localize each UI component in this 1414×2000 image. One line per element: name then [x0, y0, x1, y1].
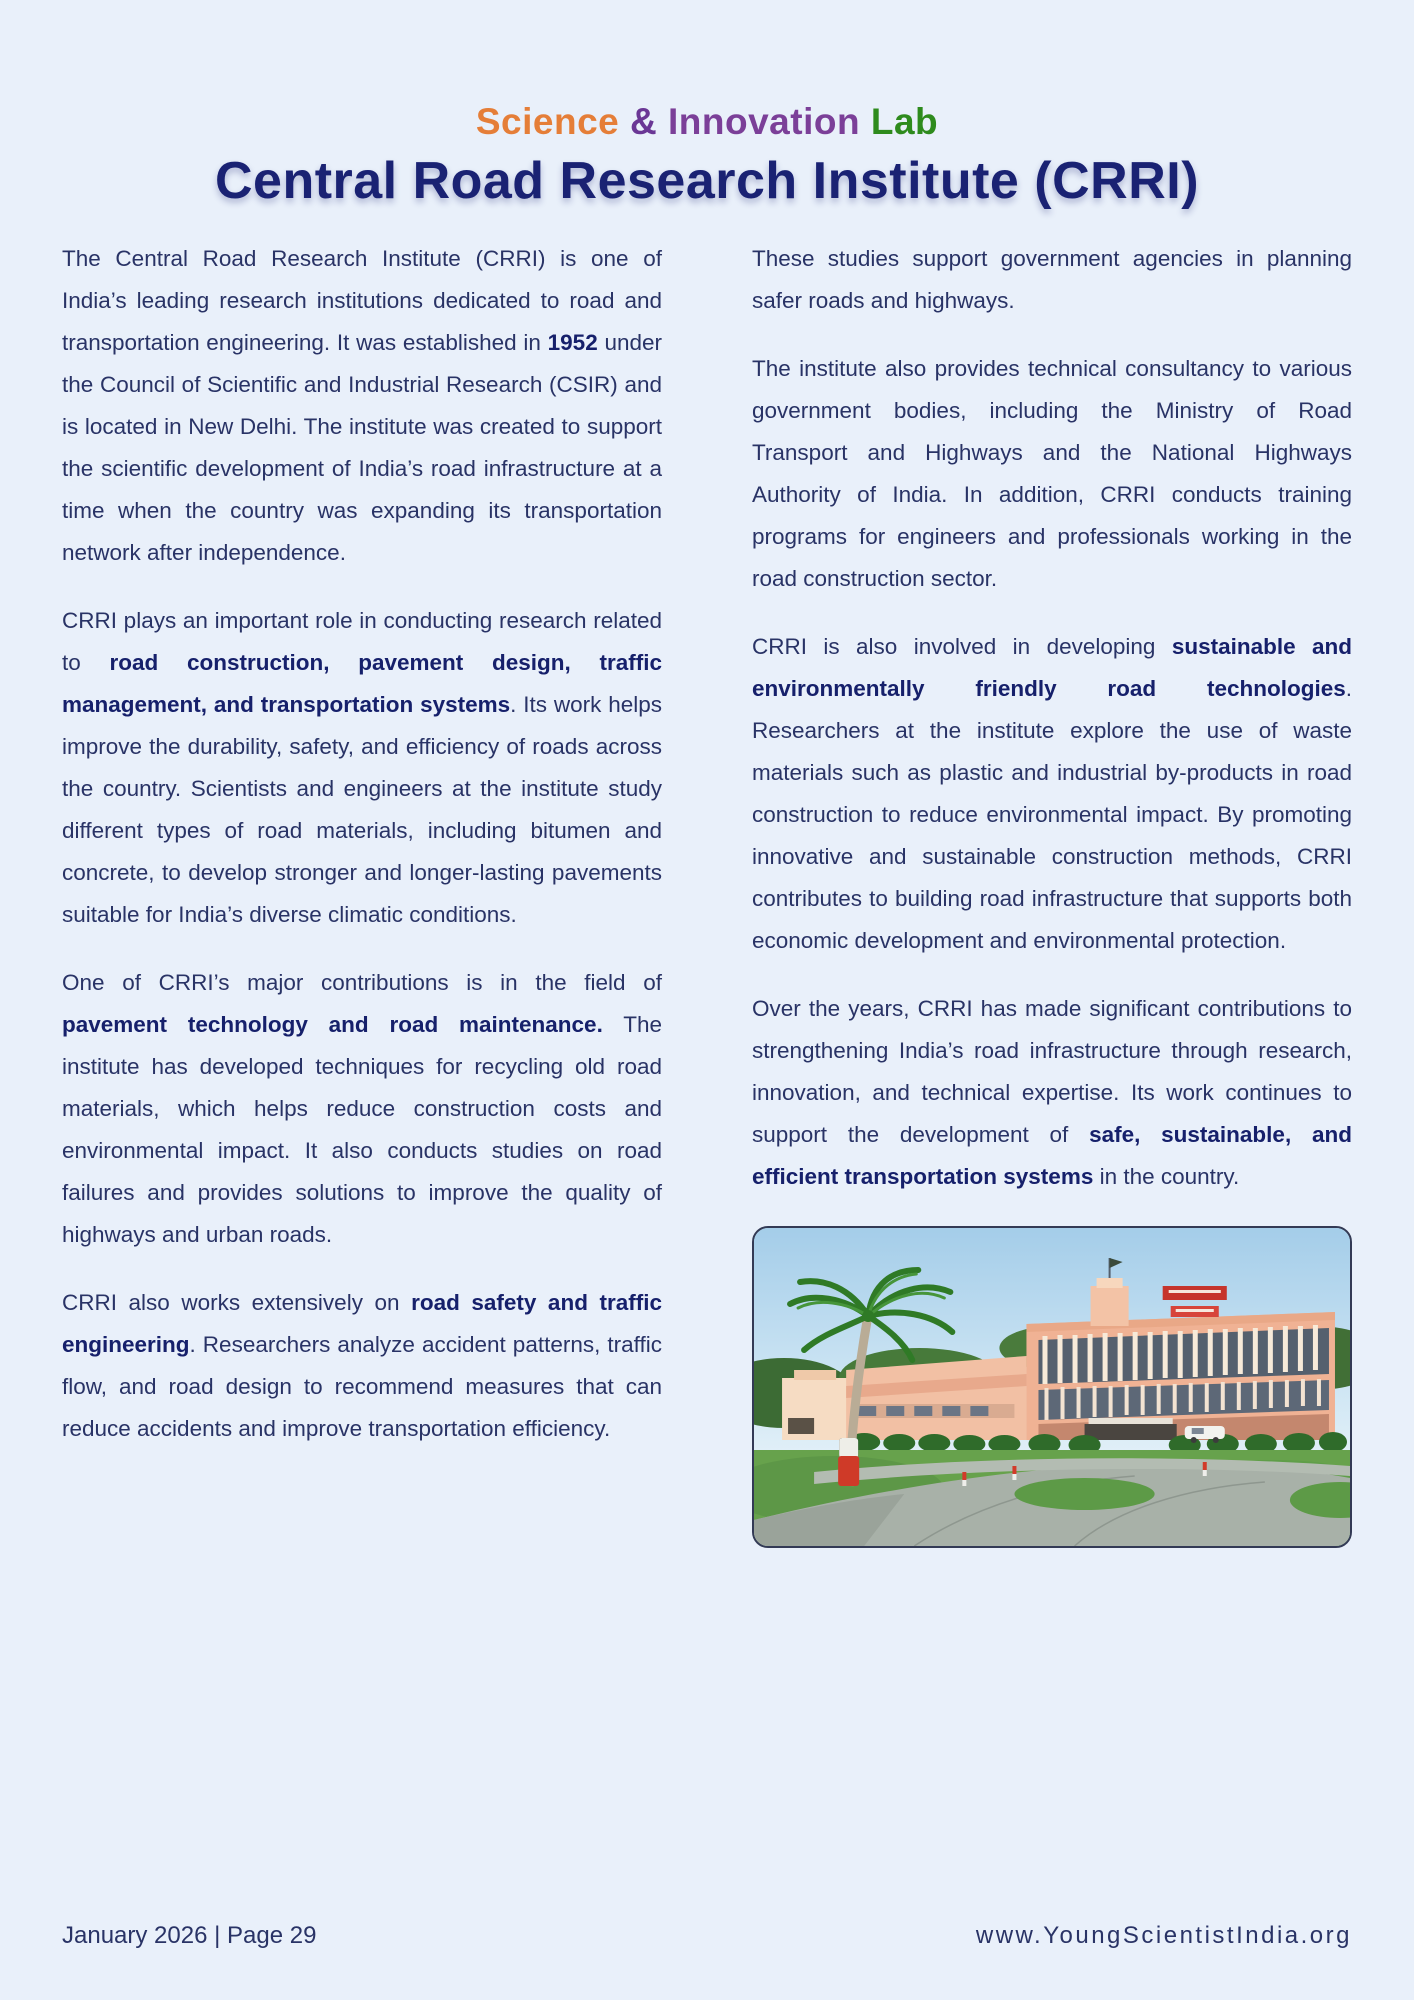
paragraph: CRRI plays an important role in conducting research related to road construction, pavement design, traffic management, and transportation systems. Its work helps improve the durability, safety, and efficiency of roads across the country. Scientists and engineers at the institute study different types of road materials, including bitumen and concrete, to develop stronger and longer-lasting pavements suitable for India’s diverse climatic conditions. — [62, 608, 662, 928]
right-column — [752, 238, 1352, 1548]
page-title: Central Road Research Institute (CRRI) — [214, 152, 1200, 211]
crri-campus-building-photo — [752, 1226, 1352, 1548]
paragraph: CRRI also works extensively on road safety and traffic engineering. Researchers analyze accident patterns, traffic flow, and road design to recommend measures that can reduce accidents and improve transportation efficiency. — [62, 1290, 662, 1442]
subtitle-segment: Lab — [870, 101, 939, 142]
page-header — [62, 100, 1352, 212]
subtitle-segment: Innovation — [668, 101, 871, 142]
footer-website: www.YoungScientistIndia.org — [975, 1922, 1352, 1949]
paragraph: These studies support government agencies in planning safer roads and highways. — [752, 246, 1352, 314]
paragraph: Over the years, CRRI has made significant contributions to strengthening India’s road infrastructure through research, innovation, and technical expertise. Its work continues to support the development of safe, sustainable, and efficient transportation systems in the country. — [752, 996, 1352, 1190]
subtitle-segment: & — [630, 101, 669, 142]
paragraph: CRRI is also involved in developing sustainable and environmentally friendly road technologies. Researchers at the institute explore the use of waste materials such as plastic and industrial by-products in road construction to reduce environmental impact. By promoting innovative and sustainable construction methods, CRRI contributes to building road infrastructure that supports both economic development and environmental protection. — [752, 634, 1353, 954]
paragraph: One of CRRI’s major contributions is in the field of pavement technology and road maintenance. The institute has developed techniques for recycling old road materials, which helps reduce construction costs and environmental impact. It also conducts studies on road failures and provides solutions to improve the quality of highways and urban roads. — [62, 970, 662, 1248]
subtitle-segment: Science — [475, 101, 631, 142]
paragraph: The Central Road Research Institute (CRRI) is one of India’s leading research institutions dedicated to road and transportation engineering. It was established in 1952 under the Council of Scientific and Industrial Research (CSIR) and is located in New Delhi. The institute was created to support the scientific development of India’s road infrastructure at a time when the country was expanding its transportation network after independence. — [62, 246, 662, 566]
right-column-text — [752, 238, 1352, 1198]
footer-date-page: January 2026 | Page 29 — [62, 1922, 317, 1949]
article-body — [62, 238, 1352, 1548]
paragraph: The institute also provides technical consultancy to various government bodies, including the Ministry of Road Transport and Highways and the National Highways Authority of India. In addition, CRRI conducts training programs for engineers and professionals working in the road construction sector. — [752, 356, 1352, 592]
crri-building-illustration — [754, 1228, 1350, 1546]
page-subtitle — [62, 100, 1352, 144]
left-column — [62, 238, 662, 1548]
page-footer — [62, 1922, 1352, 1950]
